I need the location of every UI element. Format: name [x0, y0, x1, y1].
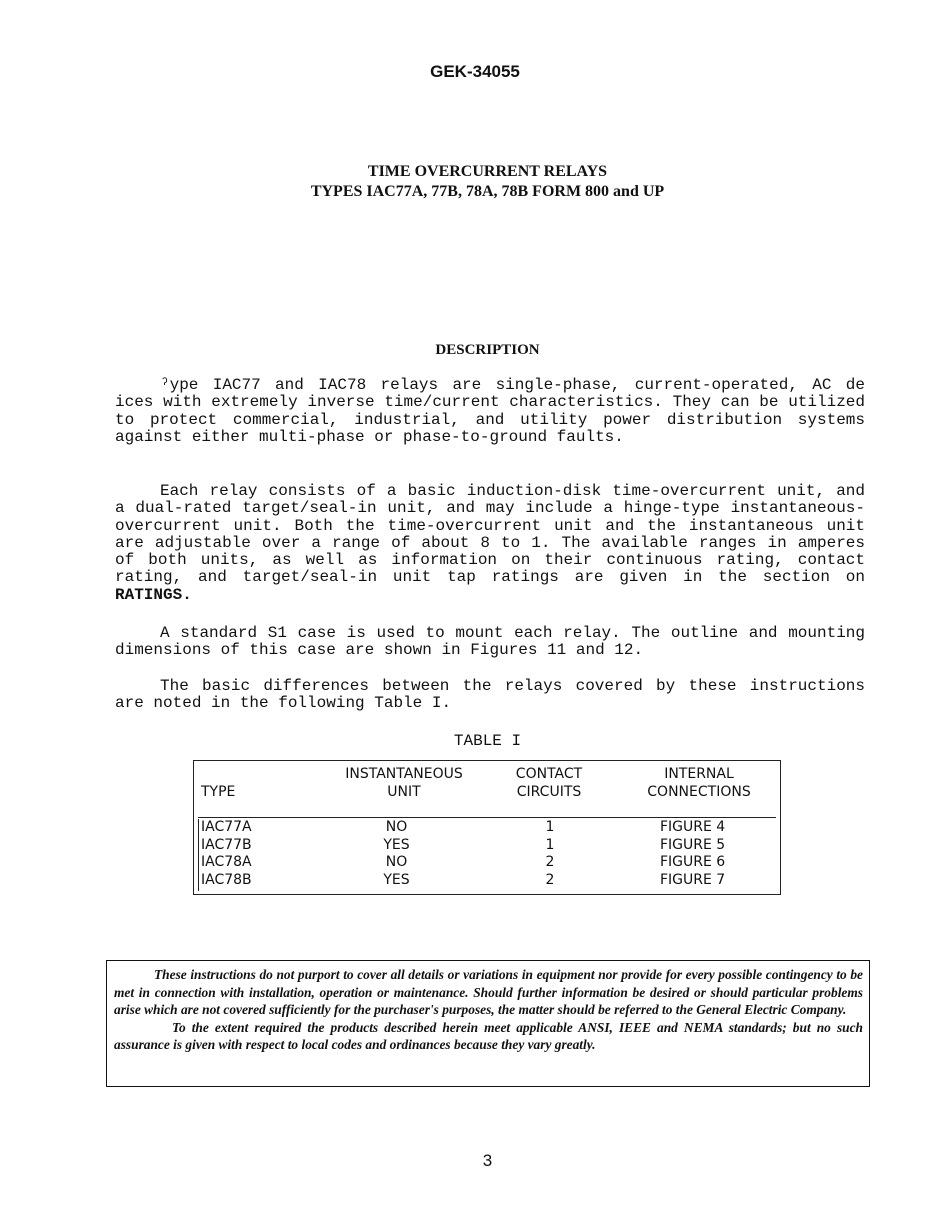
page-number: 3	[482, 1151, 493, 1170]
table-cell-contacts-3: 2	[545, 854, 555, 870]
header-rule	[198, 817, 776, 818]
table-cell-connections-1: FIGURE 4	[660, 819, 726, 835]
table-cell-contacts-4: 2	[545, 871, 555, 888]
table-cell-connections-3: FIGURE 6	[660, 854, 726, 870]
table-cell-type-3: IAC78A	[201, 854, 252, 870]
table-cell-contacts-1: 1	[545, 819, 555, 835]
document-id: GEK-34055	[430, 62, 520, 81]
table-cell-type-4: IAC78B	[201, 871, 252, 888]
header-contact-circuits: CONTACT CIRCUITS	[515, 766, 583, 800]
table-cell-connections-2: FIGURE 5	[660, 836, 726, 853]
table-cell-connections-4: FIGURE 7	[660, 871, 726, 888]
row-bar	[198, 819, 199, 891]
description-paragraph-4: The basic differences between the relays covered by these instructions are noted in the following Table I.	[115, 677, 865, 713]
header-internal-connections: INTERNAL CONNECTIONS	[647, 766, 751, 800]
ratings-reference: RATINGS.	[115, 585, 192, 604]
disclaimer-paragraph-2: To the extent required the products described herein meet applicable ANSI, IEEE and NEMA standards; but no such assurance is given with respect to local codes and ordinances because they vary greatly.	[114, 1019, 863, 1053]
title-line-1: TIME OVERCURRENT RELAYS	[367, 163, 608, 180]
title-line-2: TYPES IAC77A, 77B, 78A, 78B FORM 800 and UP	[310, 183, 665, 200]
table-caption: TABLE I	[453, 732, 522, 750]
table-cell-instantaneous-3: NO	[385, 854, 408, 870]
table-cell-type-2: IAC77B	[201, 836, 252, 853]
table-cell-contacts-2: 1	[545, 836, 555, 853]
description-paragraph-1: ˀype IAC77 and IAC78 relays are single-phase, current-operated, AC de ices with extremely inverse time/current characteristics. They can be utilized to protect commercial, industrial, and utility power distribution systems against either multi-phase or phase-to-ground faults.	[115, 376, 865, 446]
relay-types-table	[193, 760, 781, 895]
table-cell-type-1: IAC77A	[201, 819, 252, 835]
table-cell-instantaneous-4: YES	[383, 871, 410, 888]
description-paragraph-2: Each relay consists of a basic induction-disk time-overcurrent unit, and a dual-rated target/seal-in unit, and may include a hinge-type instantaneous-overcurrent unit. Both the time-overcurrent unit and the instantaneous unit are adjustable over a range of about 8 to 1. The available ranges in amperes of both units, as well as information on their continuous rating, contact rating, and target/seal-in unit tap ratings are given in the section on RATINGS.	[115, 482, 865, 604]
disclaimer-box	[106, 960, 870, 1087]
table-cell-instantaneous-1: NO	[385, 819, 408, 835]
section-heading-description: DESCRIPTION	[435, 342, 540, 358]
header-instantaneous-unit: INSTANTANEOUS UNIT	[345, 766, 463, 800]
table-cell-instantaneous-2: YES	[383, 836, 410, 853]
header-type: TYPE	[201, 784, 236, 800]
disclaimer-paragraph-1: These instructions do not purport to cover all details or variations in equipment nor provide for every possible contingency to be met in connection with installation, operation or maintenance. Should further information be desired or should particular problems arise which are not covered sufficiently for the purchaser's purposes, the matter should be referred to the General Electric Company.	[114, 967, 863, 1018]
description-paragraph-3: A standard S1 case is used to mount each relay. The outline and mounting dimensions of this case are shown in Figures 11 and 12.	[115, 624, 865, 660]
